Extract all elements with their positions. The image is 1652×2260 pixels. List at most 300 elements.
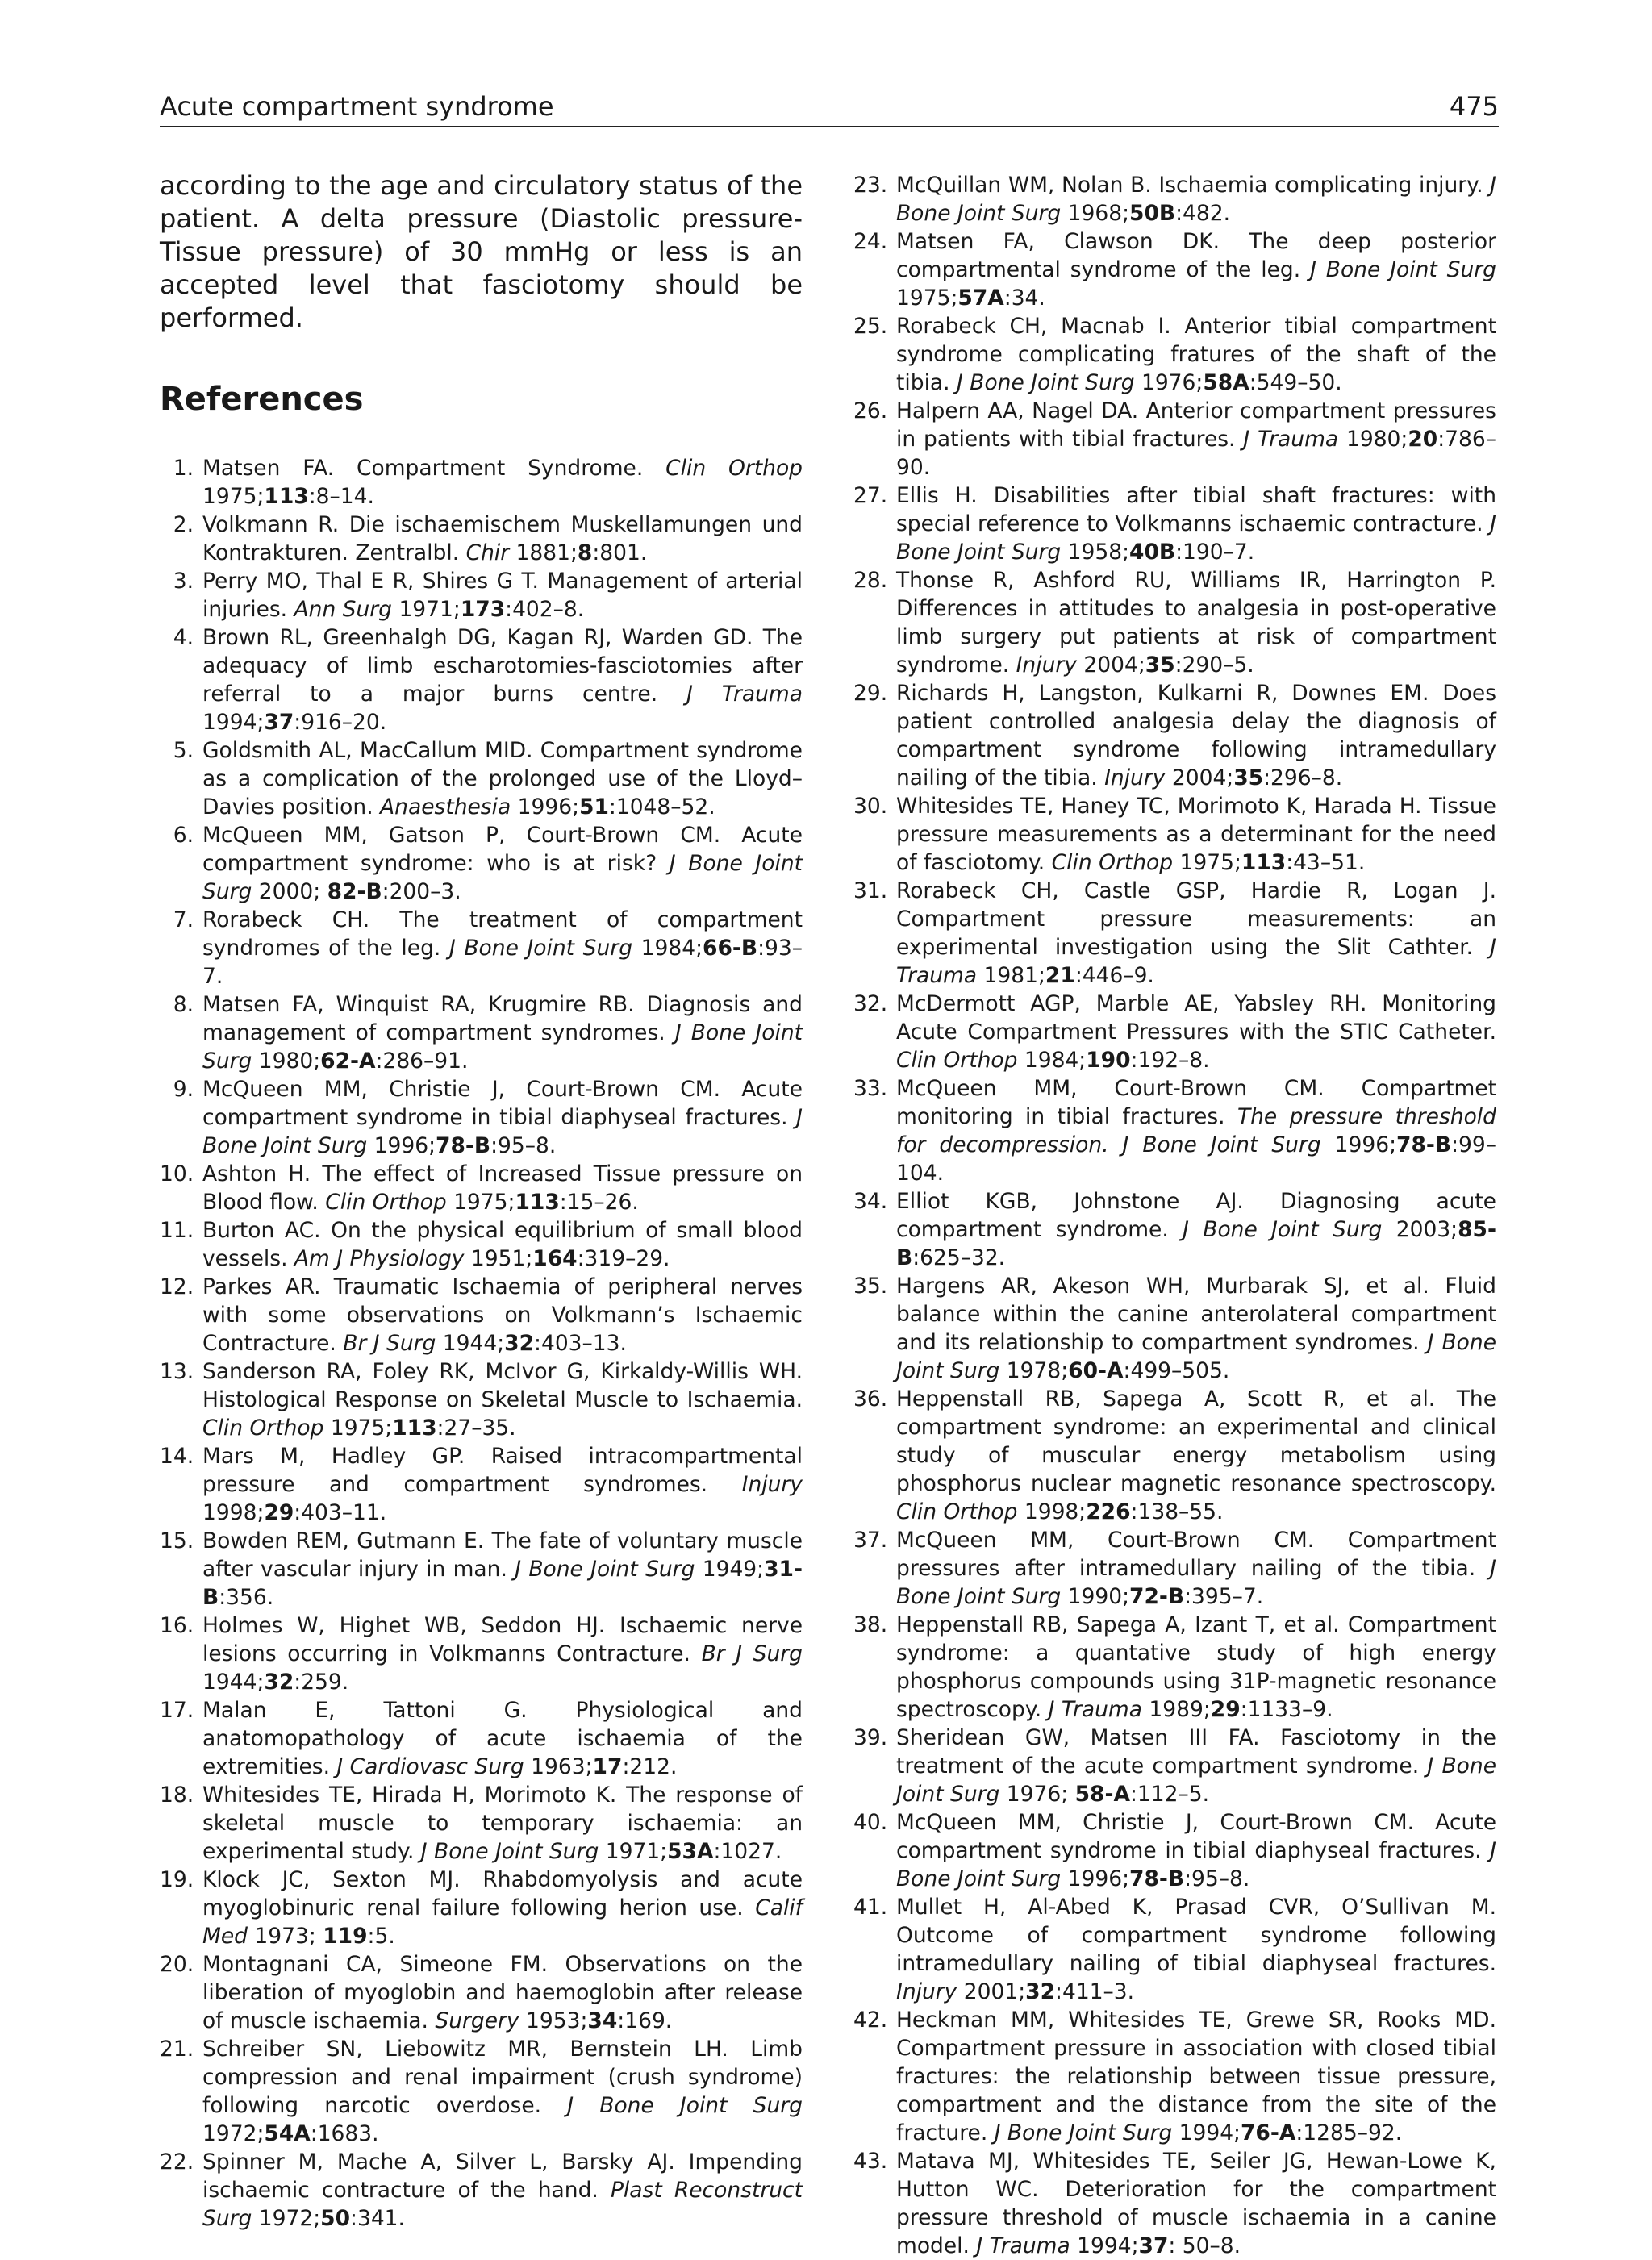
volume-number: 226 xyxy=(1086,1499,1131,1524)
journal-name: J Bone Joint Surg xyxy=(896,1330,1496,1383)
volume-number: 32 xyxy=(264,1670,294,1695)
reference-text: 1949; xyxy=(695,1557,765,1582)
reference-item xyxy=(160,736,803,821)
reference-text: Montagnani CA, Simeone FM. Observations on the liberation of myoglobin and haemoglobin after release of muscle ischaemia. xyxy=(202,1952,803,2033)
volume-number: 113 xyxy=(515,1190,560,1215)
reference-item xyxy=(853,1724,1496,1808)
reference-text: :625–32. xyxy=(912,1245,1006,1270)
reference-text: 1958; xyxy=(1061,540,1130,565)
volume-number: 78-B xyxy=(436,1133,491,1158)
reference-text: :916–20. xyxy=(294,710,387,735)
reference-text: Klock JC, Sexton MJ. Rhabdomyolysis and acute myoglobinuric renal failure following herion use. xyxy=(202,1867,803,1920)
reference-text: :95–8. xyxy=(490,1133,557,1158)
reference-text: Sanderson RA, Foley RK, McIvor G, Kirkaldy-Willis WH. Histological Response on Skeletal Muscle to Ischaemia. xyxy=(202,1359,803,1412)
reference-text: 1996; xyxy=(1320,1132,1397,1157)
reference-text: :402–8. xyxy=(505,597,585,622)
reference-item xyxy=(160,906,803,990)
reference-text: :99–104. xyxy=(896,1132,1496,1186)
reference-text: :27–35. xyxy=(436,1416,516,1441)
reference-text: Heppenstall RB, Sapega A, Scott R, et al. The compartment syndrome: an experimental and clinical study of muscular energy metabolism using phosphorus nuclear magnetic resonance spectroscopy. xyxy=(896,1386,1496,1496)
volume-number: 57A xyxy=(957,286,1004,311)
reference-item xyxy=(853,990,1496,1074)
reference-text: :296–8. xyxy=(1263,765,1343,790)
journal-name: Clin Orthop xyxy=(665,456,803,481)
reference-text: Perry MO, Thal E R, Shires G T. Management of arterial injuries. xyxy=(202,569,803,622)
volume-number: 37 xyxy=(264,710,294,735)
journal-name: Calif Med xyxy=(202,1895,803,1949)
journal-name: J Bone Joint Surg xyxy=(957,370,1135,395)
reference-number: 30. xyxy=(853,794,888,819)
reference-number: 22. xyxy=(160,2150,194,2175)
journal-name: Br J Surg xyxy=(343,1331,436,1356)
reference-text: :319–29. xyxy=(577,1246,670,1271)
reference-number: 35. xyxy=(853,1274,888,1299)
reference-item xyxy=(160,511,803,567)
reference-text: 1953; xyxy=(519,2008,588,2033)
reference-number: 2. xyxy=(173,512,194,537)
reference-item xyxy=(160,1357,803,1442)
reference-number: 26. xyxy=(853,398,888,423)
reference-item xyxy=(853,227,1496,312)
reference-text: McQueen MM, Gatson P, Court-Brown CM. Acute compartment syndrome: who is at risk? xyxy=(202,823,803,876)
volume-number: 85-B xyxy=(896,1217,1496,1270)
reference-list-left xyxy=(160,454,803,2233)
reference-text: 1968; xyxy=(1061,201,1130,226)
reference-number: 28. xyxy=(853,568,888,593)
intro-paragraph: according to the age and circulatory status of the patient. A delta pressure (Diastolic pressure-Tissue pressure) of 30 mmHg or less is an accepted level that fasciotomy should be performed. xyxy=(160,170,803,333)
journal-name: J Bone Joint Surg xyxy=(202,851,803,904)
reference-item xyxy=(853,1526,1496,1611)
reference-text: Rorabeck CH, Castle GSP, Hardie R, Logan J. Compartment pressure measurements: an experimental investigation using the Slit Cathter. xyxy=(896,878,1496,960)
reference-text: 1998; xyxy=(1017,1499,1087,1524)
reference-text: :499–505. xyxy=(1123,1358,1230,1383)
reference-item xyxy=(853,1385,1496,1526)
journal-name: Injury xyxy=(1016,653,1077,678)
volume-number: 164 xyxy=(532,1246,578,1271)
reference-number: 17. xyxy=(160,1698,194,1723)
journal-name: Ann Surg xyxy=(294,597,393,622)
reference-number: 31. xyxy=(853,878,888,903)
reference-item xyxy=(853,566,1496,679)
reference-text: 1944; xyxy=(202,1670,265,1695)
reference-text: McQuillan WM, Nolan B. Ischaemia complicating injury. xyxy=(896,173,1491,198)
reference-number: 24. xyxy=(853,229,888,254)
journal-name: Anaesthesia xyxy=(380,794,511,819)
journal-name: J Trauma xyxy=(1243,427,1339,452)
journal-name: Clin Orthop xyxy=(202,1416,324,1441)
reference-text: Matsen FA, Winquist RA, Krugmire RB. Diagnosis and management of compartment syndromes. xyxy=(202,992,803,1045)
reference-text: Heckman MM, Whitesides TE, Grewe SR, Rooks MD. Compartment pressure in association with closed tibial fractures: the relationship between tissue pressure, compartment and the distance from the site of the fracture. xyxy=(896,2008,1496,2145)
volume-number: 29 xyxy=(264,1500,294,1525)
reference-item xyxy=(853,1074,1496,1187)
reference-number: 39. xyxy=(853,1725,888,1750)
reference-text: :290–5. xyxy=(1174,653,1254,678)
reference-text: :259. xyxy=(294,1670,349,1695)
journal-name: J Trauma xyxy=(976,2233,1070,2258)
reference-text: Matava MJ, Whitesides TE, Seiler JG, Hewan-Lowe K, Hutton WC. Deterioration for the compartment pressure threshold of muscle ischaemia in a canine model. xyxy=(896,2149,1496,2258)
journal-name: J Bone Joint Surg xyxy=(896,1753,1496,1807)
journal-name: Chir xyxy=(465,540,510,565)
reference-text: :356. xyxy=(219,1585,274,1610)
reference-text: :786–90. xyxy=(896,427,1496,480)
reference-number: 42. xyxy=(853,2008,888,2033)
reference-text: Ashton H. The effect of Increased Tissue pressure on Blood flow. xyxy=(202,1161,803,1215)
reference-text: :341. xyxy=(350,2206,405,2231)
reference-number: 5. xyxy=(173,738,194,763)
running-title: Acute compartment syndrome xyxy=(160,91,554,122)
reference-text: Holmes W, Highet WB, Seddon HJ. Ischaemic nerve lesions occurring in Volkmanns Contracture. xyxy=(202,1613,803,1666)
reference-item xyxy=(853,482,1496,566)
reference-item xyxy=(853,1611,1496,1724)
volume-number: 82-B xyxy=(327,879,382,904)
journal-name: Clin Orthop xyxy=(1051,850,1174,875)
journal-name: Injury xyxy=(1104,765,1166,790)
reference-number: 25. xyxy=(853,314,888,339)
reference-text: Heppenstall RB, Sapega A, Izant T, et al. Compartment syndrome: a quantative study of high energy phosphorus compounds using 31P-magnetic resonance spectroscopy. xyxy=(896,1612,1496,1722)
journal-name: J Bone Joint Surg xyxy=(202,1105,803,1158)
reference-text: 2000; xyxy=(252,879,327,904)
volume-number: 40B xyxy=(1129,540,1176,565)
reference-item xyxy=(160,454,803,511)
reference-text: Sheridean GW, Matsen III FA. Fasciotomy in the treatment of the acute compartment syndrome. xyxy=(896,1725,1496,1778)
reference-item xyxy=(853,1187,1496,1272)
reference-text: 1963; xyxy=(524,1754,593,1779)
volume-number: 76-A xyxy=(1240,2120,1296,2145)
reference-item xyxy=(853,877,1496,990)
reference-text: 1971; xyxy=(392,597,461,622)
reference-item xyxy=(853,171,1496,227)
reference-text: :1683. xyxy=(310,2121,379,2146)
reference-number: 23. xyxy=(853,173,888,198)
journal-name: J Trauma xyxy=(896,935,1496,988)
reference-number: 18. xyxy=(160,1783,194,1808)
reference-text: 1996; xyxy=(511,794,580,819)
reference-text: Goldsmith AL, MacCallum MID. Compartment syndrome as a complication of the prolonged use of the Lloyd–Davies position. xyxy=(202,738,803,819)
volume-number: 119 xyxy=(323,1924,368,1949)
volume-number: 51 xyxy=(579,794,609,819)
volume-number: 113 xyxy=(264,484,309,509)
reference-number: 4. xyxy=(173,625,194,650)
reference-text: 1996; xyxy=(367,1133,436,1158)
reference-text: 1976; xyxy=(999,1782,1075,1807)
reference-text: 1972; xyxy=(202,2121,265,2146)
reference-text: :403–13. xyxy=(534,1331,627,1356)
reference-text: :1027. xyxy=(713,1839,782,1864)
reference-item xyxy=(160,1527,803,1612)
reference-number: 43. xyxy=(853,2149,888,2174)
reference-text: McQueen MM, Court-Brown CM. Compartmet monitoring in tibial fractures. xyxy=(896,1076,1496,1129)
reference-text: 2001; xyxy=(957,1979,1026,2004)
volume-number: 35 xyxy=(1233,765,1264,790)
reference-text: 1994; xyxy=(1172,2120,1241,2145)
reference-text: :482. xyxy=(1175,201,1231,226)
reference-text: :446–9. xyxy=(1074,963,1154,988)
journal-name: J Bone Joint Surg xyxy=(448,936,633,961)
reference-list-right xyxy=(853,171,1496,2260)
reference-text: 1976; xyxy=(1134,370,1204,395)
running-header xyxy=(160,87,1499,127)
journal-name: Surgery xyxy=(435,2008,519,2033)
volume-number: 62-A xyxy=(320,1049,376,1074)
reference-text: 1951; xyxy=(464,1246,533,1271)
reference-number: 27. xyxy=(853,483,888,508)
reference-item xyxy=(160,1866,803,1950)
reference-text: 1980; xyxy=(1338,427,1408,452)
reference-text: :5. xyxy=(367,1924,395,1949)
journal-name: Clin Orthop xyxy=(896,1499,1018,1524)
reference-item xyxy=(853,792,1496,877)
reference-item xyxy=(160,623,803,736)
reference-item xyxy=(160,1075,803,1160)
reference-text: :192–8. xyxy=(1130,1048,1210,1073)
left-column xyxy=(160,169,803,2231)
volume-number: 21 xyxy=(1045,963,1075,988)
reference-text: Burton AC. On the physical equilibrium of small blood vessels. xyxy=(202,1218,803,1271)
reference-number: 37. xyxy=(853,1528,888,1553)
reference-number: 3. xyxy=(173,569,194,594)
reference-text: 1975; xyxy=(202,484,265,509)
reference-text: Richards H, Langston, Kulkarni R, Downes EM. Does patient controlled analgesia delay the diagnosis of compartment syndrome following intramedullary nailing of the tibia. xyxy=(896,681,1496,790)
reference-text: Spinner M, Mache A, Silver L, Barsky AJ. Impending ischaemic contracture of the hand. xyxy=(202,2150,803,2203)
volume-number: 29 xyxy=(1210,1697,1241,1722)
reference-text: :169. xyxy=(617,2008,673,2033)
reference-item xyxy=(853,2006,1496,2147)
reference-item xyxy=(853,1272,1496,1385)
volume-number: 37 xyxy=(1138,2233,1169,2258)
reference-text: Whitesides TE, Hirada H, Morimoto K. The response of skeletal muscle to temporary ischaemia: an experimental study. xyxy=(202,1783,803,1864)
reference-text: Matsen FA. Compartment Syndrome. xyxy=(202,456,666,481)
journal-name: J Bone Joint Surg xyxy=(567,2093,803,2118)
reference-number: 21. xyxy=(160,2037,194,2062)
reference-text: :403–11. xyxy=(294,1500,387,1525)
journal-name: J Bone Joint Surg xyxy=(896,511,1496,565)
reference-item xyxy=(160,567,803,623)
reference-text: 1972; xyxy=(252,2206,321,2231)
volume-number: 20 xyxy=(1408,427,1438,452)
reference-text: 1944; xyxy=(436,1331,505,1356)
reference-number: 32. xyxy=(853,991,888,1016)
reference-item xyxy=(160,1696,803,1781)
reference-text: :395–7. xyxy=(1184,1584,1264,1609)
reference-text: 1994; xyxy=(202,710,265,735)
volume-number: 17 xyxy=(592,1754,623,1779)
volume-number: 32 xyxy=(1025,1979,1056,2004)
volume-number: 34 xyxy=(587,2008,618,2033)
journal-name: J Bone Joint Surg xyxy=(994,2120,1173,2145)
reference-text: 1998; xyxy=(202,1500,265,1525)
reference-number: 15. xyxy=(160,1528,194,1553)
reference-item xyxy=(160,990,803,1075)
volume-number: 78-B xyxy=(1129,1866,1185,1891)
reference-text: 1996; xyxy=(1061,1866,1130,1891)
journal-name: J Trauma xyxy=(686,682,803,707)
reference-text: Halpern AA, Nagel DA. Anterior compartment pressures in patients with tibial fractures. xyxy=(896,398,1496,452)
reference-text: :801. xyxy=(592,540,648,565)
reference-text: 1994; xyxy=(1070,2233,1139,2258)
reference-item xyxy=(853,312,1496,397)
journal-name: J Bone Joint Surg xyxy=(896,173,1496,226)
reference-text: 1978; xyxy=(999,1358,1069,1383)
reference-text: :212. xyxy=(622,1754,678,1779)
reference-text: 1881; xyxy=(509,540,578,565)
reference-text: Hargens AR, Akeson WH, Murbarak SJ, et al. Fluid balance within the canine anterolateral compartment and its relationship to compartment syndromes. xyxy=(896,1274,1496,1355)
reference-number: 7. xyxy=(173,907,194,932)
journal-name: J Bone Joint Surg xyxy=(202,1020,803,1074)
reference-text: 1971; xyxy=(599,1839,668,1864)
reference-number: 10. xyxy=(160,1161,194,1186)
reference-text: :549–50. xyxy=(1249,370,1342,395)
journal-name: Injury xyxy=(741,1472,803,1497)
volume-number: 53A xyxy=(667,1839,714,1864)
reference-text: 1973; xyxy=(248,1924,323,1949)
reference-text: Bowden REM, Gutmann E. The fate of voluntary muscle after vascular injury in man. xyxy=(202,1528,803,1582)
reference-text: 1975; xyxy=(446,1190,515,1215)
reference-text: :43–51. xyxy=(1286,850,1366,875)
journal-name: Am J Physiology xyxy=(294,1246,465,1271)
reference-text: :1133–9. xyxy=(1240,1697,1333,1722)
reference-text: Mullet H, Al-Abed K, Prasad CVR, O’Sullivan M. Outcome of compartment syndrome following intramedullary nailing of tibial diaphyseal fractures. xyxy=(896,1895,1496,1976)
reference-text: :95–8. xyxy=(1184,1866,1250,1891)
volume-number: 50B xyxy=(1129,201,1176,226)
reference-item xyxy=(160,1160,803,1216)
reference-text: McQueen MM, Court-Brown CM. Compartment pressures after intramedullary nailing of the tibia. xyxy=(896,1528,1496,1581)
reference-text: :138–55. xyxy=(1130,1499,1224,1524)
journal-name: Br J Surg xyxy=(701,1641,803,1666)
journal-name: Injury xyxy=(896,1979,957,2004)
volume-number: 58-A xyxy=(1074,1782,1130,1807)
reference-text: Brown RL, Greenhalgh DG, Kagan RJ, Warden GD. The adequacy of limb escharotomies-fasciotomies after referral to a major burns centre. xyxy=(202,625,803,707)
reference-number: 36. xyxy=(853,1386,888,1411)
page-number: 475 xyxy=(1449,91,1499,122)
reference-text: Whitesides TE, Haney TC, Morimoto K, Harada H. Tissue pressure measurements as a determinant for the need of fasciotomy. xyxy=(896,794,1496,875)
reference-text: :93–7. xyxy=(202,936,803,989)
reference-text: :286–91. xyxy=(375,1049,469,1074)
right-column xyxy=(853,171,1496,2260)
reference-item xyxy=(160,2148,803,2233)
reference-text: 1990; xyxy=(1061,1584,1130,1609)
reference-text: Parkes AR. Traumatic Ischaemia of peripheral nerves with some observations on Volkmann’s Ischaemic Contracture. xyxy=(202,1274,803,1356)
reference-text: 2004; xyxy=(1165,765,1234,790)
reference-text: 2004; xyxy=(1076,653,1145,678)
journal-name: J Bone Joint Surg xyxy=(896,1556,1496,1609)
reference-text: Malan E, Tattoni G. Physiological and anatomopathology of acute ischaemia of the extremities. xyxy=(202,1698,803,1779)
reference-text: :1285–92. xyxy=(1295,2120,1403,2145)
volume-number: 72-B xyxy=(1129,1584,1185,1609)
volume-number: 54A xyxy=(264,2121,311,2146)
reference-number: 33. xyxy=(853,1076,888,1101)
reference-number: 38. xyxy=(853,1612,888,1637)
reference-text: 1975; xyxy=(1173,850,1241,875)
journal-name: J Bone Joint Surg xyxy=(896,1838,1496,1891)
reference-text: McDermott AGP, Marble AE, Yabsley RH. Monitoring Acute Compartment Pressures with the STIC Catheter. xyxy=(896,991,1496,1045)
reference-item xyxy=(160,1950,803,2035)
reference-item xyxy=(160,1273,803,1357)
reference-number: 40. xyxy=(853,1810,888,1835)
volume-number: 58A xyxy=(1203,370,1249,395)
reference-number: 9. xyxy=(173,1077,194,1102)
reference-number: 8. xyxy=(173,992,194,1017)
reference-text: McQueen MM, Christie J, Court-Brown CM. Acute compartment syndrome in tibial diaphyseal fractures. xyxy=(202,1077,803,1130)
reference-text: 1984; xyxy=(632,936,703,961)
reference-item xyxy=(853,2147,1496,2260)
reference-item xyxy=(160,821,803,906)
reference-text: :200–3. xyxy=(382,879,461,904)
reference-text: : 50–8. xyxy=(1168,2233,1241,2258)
volume-number: 35 xyxy=(1145,653,1175,678)
reference-text: :411–3. xyxy=(1055,1979,1135,2004)
reference-text: 1984; xyxy=(1017,1048,1087,1073)
reference-item xyxy=(853,397,1496,482)
volume-number: 8 xyxy=(577,540,593,565)
reference-number: 20. xyxy=(160,1952,194,1977)
reference-item xyxy=(160,1612,803,1696)
reference-number: 13. xyxy=(160,1359,194,1384)
reference-text: Rorabeck CH. The treatment of compartment syndromes of the leg. xyxy=(202,907,803,961)
reference-item xyxy=(160,2035,803,2148)
journal-name: J Bone Joint Surg xyxy=(515,1557,695,1582)
reference-text: 1975; xyxy=(323,1416,393,1441)
reference-item xyxy=(853,1808,1496,1893)
volume-number: 50 xyxy=(320,2206,351,2231)
reference-text: Schreiber SN, Liebowitz MR, Bernstein LH. Limb compression and renal impairment (crush syndrome) following narcotic overdose. xyxy=(202,2037,803,2118)
journal-name: Clin Orthop xyxy=(325,1190,447,1215)
reference-text: :15–26. xyxy=(559,1190,639,1215)
reference-number: 12. xyxy=(160,1274,194,1299)
journal-name: Plast Reconstruct Surg xyxy=(202,2178,803,2231)
journal-name: J Trauma xyxy=(1048,1697,1142,1722)
volume-number: 113 xyxy=(1241,850,1287,875)
reference-text: 1980; xyxy=(252,1049,321,1074)
reference-number: 19. xyxy=(160,1867,194,1892)
volume-number: 190 xyxy=(1086,1048,1131,1073)
reference-number: 11. xyxy=(160,1218,194,1243)
reference-item xyxy=(853,679,1496,792)
reference-number: 29. xyxy=(853,681,888,706)
reference-number: 41. xyxy=(853,1895,888,1920)
reference-number: 1. xyxy=(173,456,194,481)
reference-text: Volkmann R. Die ischaemischem Muskellamungen und Kontrakturen. Zentralbl. xyxy=(202,512,803,565)
journal-name: The pressure threshold for decompression. J Bone Joint Surg xyxy=(896,1104,1496,1157)
references-heading: References xyxy=(160,381,364,418)
reference-number: 14. xyxy=(160,1444,194,1469)
reference-item xyxy=(160,1442,803,1527)
reference-number: 6. xyxy=(173,823,194,848)
journal-name: Clin Orthop xyxy=(896,1048,1018,1073)
journal-name: J Bone Joint Surg xyxy=(420,1839,599,1864)
reference-text: Mars M, Hadley GP. Raised intracompartmental pressure and compartment syndromes. xyxy=(202,1444,803,1497)
reference-text: Elliot KGB, Johnstone AJ. Diagnosing acute compartment syndrome. xyxy=(896,1189,1496,1242)
reference-text: 1989; xyxy=(1141,1697,1211,1722)
reference-text: 1975; xyxy=(896,286,958,311)
reference-text: 2003; xyxy=(1382,1217,1458,1242)
volume-number: 173 xyxy=(460,597,506,622)
reference-text: Matsen FA, Clawson DK. The deep posterior compartmental syndrome of the leg. xyxy=(896,229,1496,282)
reference-number: 34. xyxy=(853,1189,888,1214)
reference-item xyxy=(160,1781,803,1866)
reference-text: :190–7. xyxy=(1175,540,1255,565)
reference-text: Thonse R, Ashford RU, Williams IR, Harrington P. Differences in attitudes to analgesia in post-operative limb surgery put patients at risk of compartment syndrome. xyxy=(896,568,1496,678)
reference-text: :1048–52. xyxy=(608,794,715,819)
volume-number: 113 xyxy=(392,1416,437,1441)
volume-number: 32 xyxy=(504,1331,535,1356)
volume-number: 31-B xyxy=(202,1557,803,1610)
volume-number: 78-B xyxy=(1396,1132,1452,1157)
volume-number: 60-A xyxy=(1068,1358,1124,1383)
reference-text: 1981; xyxy=(977,963,1045,988)
journal-name: J Bone Joint Surg xyxy=(1310,257,1496,282)
journal-name: J Cardiovasc Surg xyxy=(336,1754,524,1779)
reference-text: :112–5. xyxy=(1129,1782,1209,1807)
